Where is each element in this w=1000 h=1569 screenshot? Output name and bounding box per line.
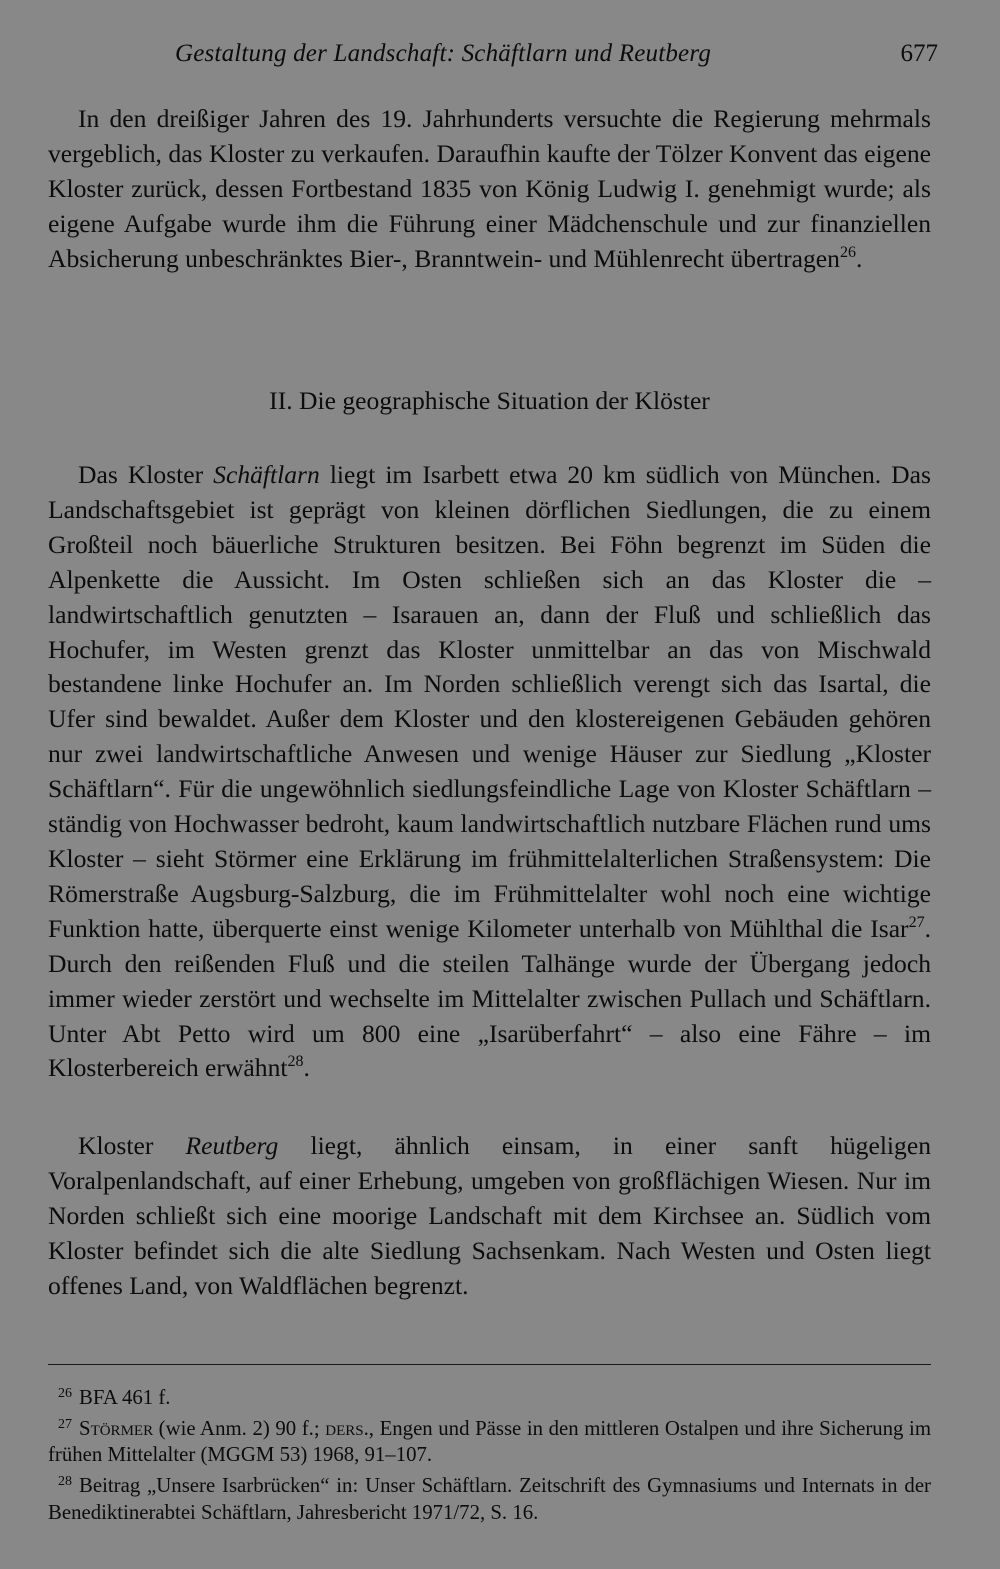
section-heading: II. Die geographische Situation der Klöster — [269, 386, 710, 415]
paragraph-text: liegt, ähnlich einsam, in einer sanft hügeligen Voralpenlandschaft, auf einer Erhebung, umgeben von großflächigen Wiesen. Nur im Norden schließt sich eine moorige Landschaft mit dem Kirchsee an. Südlich vom Kloster befindet sich die alte Siedlung Sachsenkam. Nach Westen und Osten liegt offenes Land, von Waldflächen begrenzt. — [48, 1131, 931, 1300]
footnote-ref-27[interactable]: 27 — [908, 913, 925, 931]
footnote-number: 27 — [58, 1416, 72, 1432]
footnote-author: Störmer — [79, 1416, 154, 1440]
paragraph-dreissiger-jahre — [48, 102, 931, 277]
paragraph-text: In den dreißiger Jahren des 19. Jahrhunderts versuchte die Regierung mehrmals vergeblich, das Kloster zu verkaufen. Daraufhin kaufte der Tölzer Konvent das eigene Kloster zurück, dessen Fortbestand 1835 von König Ludwig I. genehmigt wurde; als eigene Aufgabe wurde ihm die Führung einer Mädchenschule und zur finanziellen Absicherung unbeschränktes Bier-, Branntwein- und Mühlenrecht übertragen — [48, 104, 931, 273]
paragraph-text-b: . Durch den reißenden Fluß und die steilen Talhänge wurde der Übergang jedoch immer wieder zerstört und wechselte im Mittelalter zwischen Pullach und Schäftlarn. Unter Abt Petto wird um 800 eine „Isarüberfahrt“ – also eine Fähre – im Klosterbereich erwähnt — [48, 913, 931, 1083]
paragraph-reutberg — [48, 1129, 931, 1304]
paragraph-end: . — [303, 1053, 310, 1083]
footnotes — [48, 1381, 931, 1527]
footnote-text: Beitrag „Unsere Isarbrücken“ in: Unser Schäftlarn. Zeitschrift des Gymnasiums und Internats in der Benediktinerabtei Schäftlarn, Jahresbericht 1971/72, S. 16. — [48, 1474, 931, 1524]
footnote-divider — [48, 1364, 931, 1365]
footnote-number: 28 — [58, 1474, 72, 1490]
running-title: Gestaltung der Landschaft: Schäftlarn und Reutberg — [174, 40, 712, 67]
paragraph-end: . — [855, 243, 863, 273]
footnote-26 — [48, 1381, 931, 1412]
place-name-reutberg: Reutberg — [185, 1131, 279, 1160]
footnote-28 — [48, 1469, 931, 1526]
footnote-text-a: (wie Anm. 2) 90 f.; — [153, 1416, 326, 1440]
paragraph-text-a: liegt im Isarbett etwa 20 km südlich von München. Das Landschaftsgebiet ist geprägt von kleinen dörflichen Siedlungen, die zu einem Großteil noch bäuerliche Strukturen besitzen. Bei Föhn begrenzt im Süden die Alpenkette die Aussicht. Im Osten schließen sich an das Kloster die – landwirtschaftlich genutzten – Isarauen an, dann der Fluß und schließlich das Hochufer, im Westen grenzt das Kloster unmittelbar an das von Mischwald bestandene linke Hochufer an. Im Norden schließlich verengt sich das Isartal, die Ufer sind bewaldet. Außer dem Kloster und den klostereigenen Gebäuden gehören nur zwei landwirtschaftliche Anwesen und wenige Häuser zur Siedlung „Kloster Schäftlarn“. Für die ungewöhnlich siedlungsfeindliche Lage von Kloster Schäftlarn – ständig von Hochwasser bedroht, kaum landwirtschaftlich nutzbare Flächen rund ums Kloster – sieht Störmer eine Erklärung im frühmittelalterlichen Straßensystem: Die Römerstraße Augsburg-Salzburg, die im Frühmittelalter wohl noch eine wichtige Funktion hatte, überquerte einst wenige Kilometer unterhalb von Mühlthal die Isar — [48, 460, 931, 943]
footnote-text-b: , Engen und Pässe in den mittleren Ostalpen und ihre Sicherung im frühen Mittelalter (MGGM 53) 1968, 91–107. — [48, 1416, 931, 1467]
footnote-27 — [48, 1412, 931, 1469]
page-number: 677 — [900, 40, 938, 67]
paragraph-schaeftlarn — [48, 458, 931, 1086]
place-name-schaeftlarn: Schäftlarn — [213, 460, 320, 489]
footnote-number: 26 — [58, 1386, 72, 1401]
paragraph-lead: Das Kloster — [78, 460, 214, 489]
paragraph-lead: Kloster — [78, 1131, 186, 1160]
footnote-ref-26[interactable]: 26 — [839, 243, 856, 261]
footnote-text: BFA 461 f. — [79, 1386, 171, 1409]
running-header — [48, 40, 938, 74]
footnote-ref-28[interactable]: 28 — [287, 1053, 304, 1071]
footnote-ders: ders. — [325, 1416, 369, 1440]
